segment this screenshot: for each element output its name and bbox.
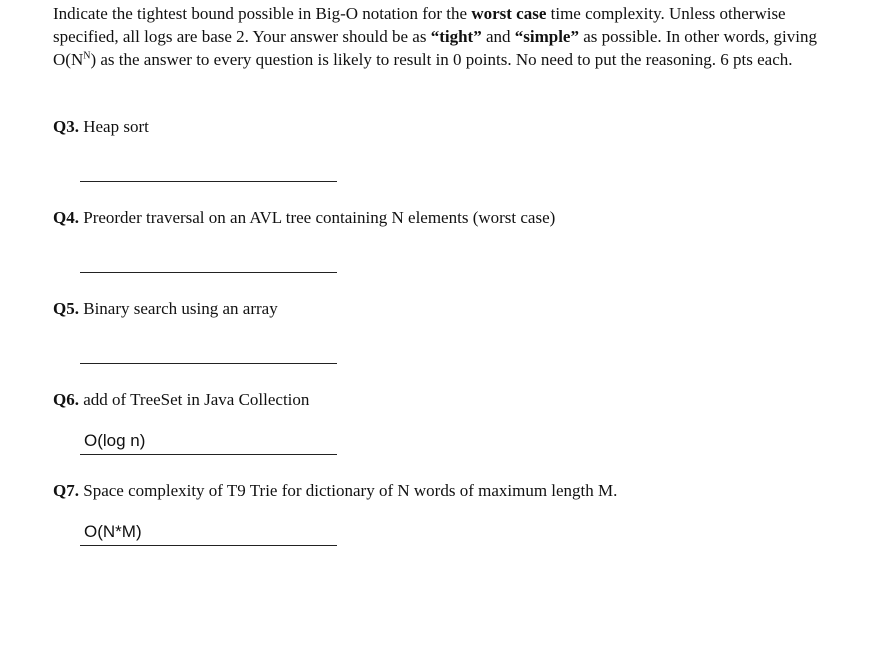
instructions-text-4: as possible. In other words, giving O(N xyxy=(53,27,817,69)
answer-value-q6[interactable]: O(log n) xyxy=(84,431,146,450)
instructions-bold-tight: “tight” xyxy=(430,27,482,46)
question-q4 xyxy=(53,207,555,229)
question-q5 xyxy=(53,298,278,320)
question-number: Q5. xyxy=(53,299,79,318)
answer-line-q6 xyxy=(80,454,337,455)
instructions-text-5: ) as the answer to every question is likely to result in 0 points. No need to put the reasoning. 6 pts each. xyxy=(90,50,793,69)
question-q7 xyxy=(53,480,617,502)
question-text: Space complexity of T9 Trie for dictionary of N words of maximum length M. xyxy=(78,481,618,500)
question-number: Q3. xyxy=(53,117,79,136)
answer-line-q7 xyxy=(80,545,337,546)
question-q3 xyxy=(53,116,149,138)
question-text: Binary search using an array xyxy=(78,299,278,318)
question-text: Heap sort xyxy=(78,117,149,136)
answer-value-q7[interactable]: O(N*M) xyxy=(84,522,142,541)
answer-line-q4 xyxy=(80,272,337,273)
instructions-bold-simple: “simple” xyxy=(514,27,579,46)
question-text: add of TreeSet in Java Collection xyxy=(78,390,310,409)
question-number: Q6. xyxy=(53,390,79,409)
instructions-text-1: Indicate the tightest bound possible in Big-O notation for the xyxy=(53,4,472,23)
question-number: Q4. xyxy=(53,208,79,227)
question-q6 xyxy=(53,389,309,411)
instructions-text-2: time complexity. Unless otherwise specified, all logs are base 2. Your answer should be as xyxy=(53,4,786,46)
question-number: Q7. xyxy=(53,481,79,500)
question-text: Preorder traversal on an AVL tree containing N elements (worst case) xyxy=(78,208,556,227)
instructions-superscript: N xyxy=(83,50,91,62)
answer-line-q5 xyxy=(80,363,337,364)
instructions-bold-worst-case: worst case xyxy=(471,4,547,23)
instructions-paragraph xyxy=(53,2,823,71)
instructions-text-3: and xyxy=(481,27,515,46)
answer-line-q3 xyxy=(80,181,337,182)
